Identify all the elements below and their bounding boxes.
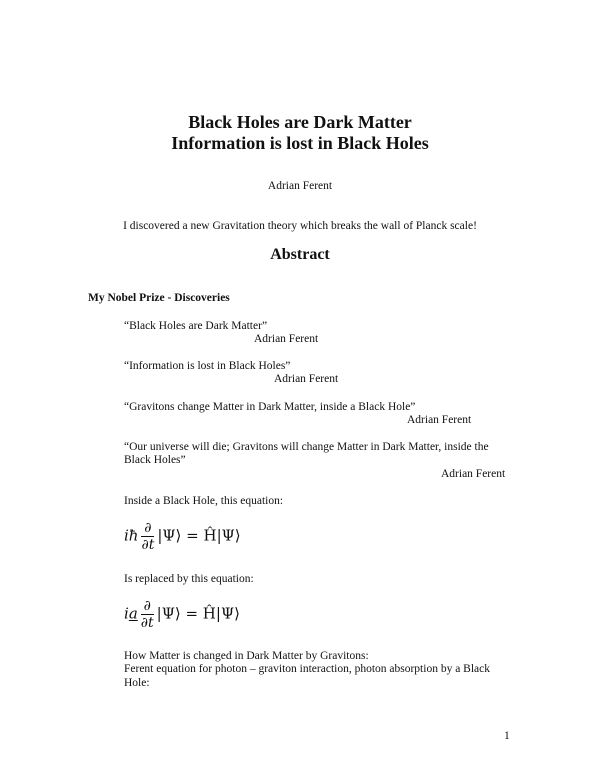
eq1-prefix: iħ — [124, 526, 139, 545]
quote-1-author: Adrian Ferent — [254, 333, 319, 345]
title-line-2: Information is lost in Black Holes — [171, 133, 429, 153]
quote-4-line-2: Black Holes” — [124, 454, 186, 466]
quote-1: “Black Holes are Dark Matter” — [124, 320, 268, 332]
eq1-numerator: ∂ — [141, 520, 154, 537]
abstract-heading: Abstract — [270, 246, 330, 263]
author: Adrian Ferent — [267, 180, 333, 192]
title-line-1: Black Holes are Dark Matter — [188, 112, 412, 132]
eq2-numerator: ∂ — [141, 598, 154, 615]
eq1-denominator: ∂t — [141, 537, 155, 553]
eq-intro: Inside a Black Hole, this equation: — [124, 495, 284, 507]
quote-3-author: Adrian Ferent — [407, 414, 472, 426]
ferent-equation — [124, 598, 240, 631]
section-heading: My Nobel Prize - Discoveries — [88, 292, 230, 304]
ferent-text-line-2: Hole: — [124, 677, 150, 689]
eq2-fraction — [141, 598, 154, 631]
eq2-prefix-a: a — [128, 604, 138, 623]
eq2-rest: |Ψ⟩ = Ĥ|Ψ⟩ — [156, 604, 240, 623]
page-number: 1 — [504, 730, 510, 742]
schrodinger-equation — [124, 520, 241, 553]
quote-3: “Gravitons change Matter in Dark Matter, inside a Black Hole” — [124, 401, 416, 413]
eq1-rest: |Ψ⟩ = Ĥ|Ψ⟩ — [157, 526, 241, 545]
eq-replaced: Is replaced by this equation: — [124, 573, 254, 585]
eq2-prefix-i: i — [124, 604, 129, 623]
intro-text: I discovered a new Gravitation theory which breaks the wall of Planck scale! — [123, 220, 477, 232]
ferent-text-line-1: Ferent equation for photon – graviton interaction, photon absorption by a Black — [124, 663, 491, 675]
eq1-fraction — [141, 520, 154, 553]
quote-2: “Information is lost in Black Holes” — [124, 360, 291, 372]
quote-4-author: Adrian Ferent — [441, 468, 506, 480]
eq2-denominator: ∂t — [140, 615, 154, 631]
matter-changed-text: How Matter is changed in Dark Matter by Gravitons: — [124, 650, 369, 662]
quote-2-author: Adrian Ferent — [274, 373, 339, 385]
quote-4-line-1: “Our universe will die; Gravitons will change Matter in Dark Matter, inside the — [124, 441, 489, 453]
